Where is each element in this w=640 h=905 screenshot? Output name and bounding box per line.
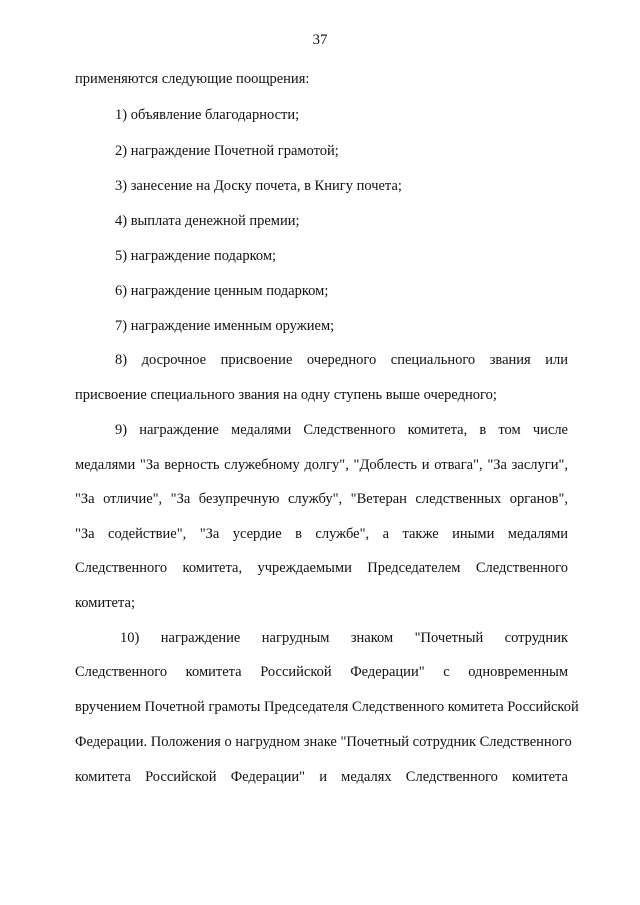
- list-item: 9) награждение медалями Следственного комитета, в том числе: [115, 422, 568, 438]
- list-item: 2) награждение Почетной грамотой;: [115, 143, 339, 159]
- list-item: 1) объявление благодарности;: [115, 107, 300, 123]
- list-item: 7) награждение именным оружием;: [115, 318, 335, 334]
- paragraph-line: Федерации. Положения о нагрудном знаке "Почетный сотрудник Следственного: [75, 734, 572, 750]
- paragraph-line: присвоение специального звания на одну ступень выше очередного;: [75, 387, 497, 403]
- list-item: 5) награждение подарком;: [115, 248, 277, 264]
- paragraph-line: Следственного комитета, учреждаемыми Председателем Следственного: [75, 560, 568, 576]
- page-number: 37: [312, 32, 328, 48]
- paragraph-line: комитета Российской Федерации" и медалях Следственного комитета: [75, 769, 568, 785]
- paragraph-line: применяются следующие поощрения:: [75, 71, 310, 87]
- paragraph-line: медалями "За верность служебному долгу", "Доблесть и отвага", "За заслуги",: [75, 457, 568, 473]
- paragraph-line: Следственного комитета Российской Федерации" с одновременным: [75, 664, 568, 680]
- paragraph-line: вручением Почетной грамоты Председателя Следственного комитета Российской: [75, 699, 579, 715]
- paragraph-line: "За отличие", "За безупречную службу", "Ветеран следственных органов",: [75, 491, 568, 507]
- list-item: 4) выплата денежной премии;: [115, 213, 300, 229]
- list-item: 6) награждение ценным подарком;: [115, 283, 329, 299]
- list-item: 8) досрочное присвоение очередного специального звания или: [115, 352, 568, 368]
- list-item: 3) занесение на Доску почета, в Книгу почета;: [115, 178, 402, 194]
- paragraph-line: "За содействие", "За усердие в службе", а также иными медалями: [75, 526, 568, 542]
- paragraph-line: комитета;: [75, 595, 135, 611]
- list-item: 10) награждение нагрудным знаком "Почетный сотрудник: [120, 630, 568, 646]
